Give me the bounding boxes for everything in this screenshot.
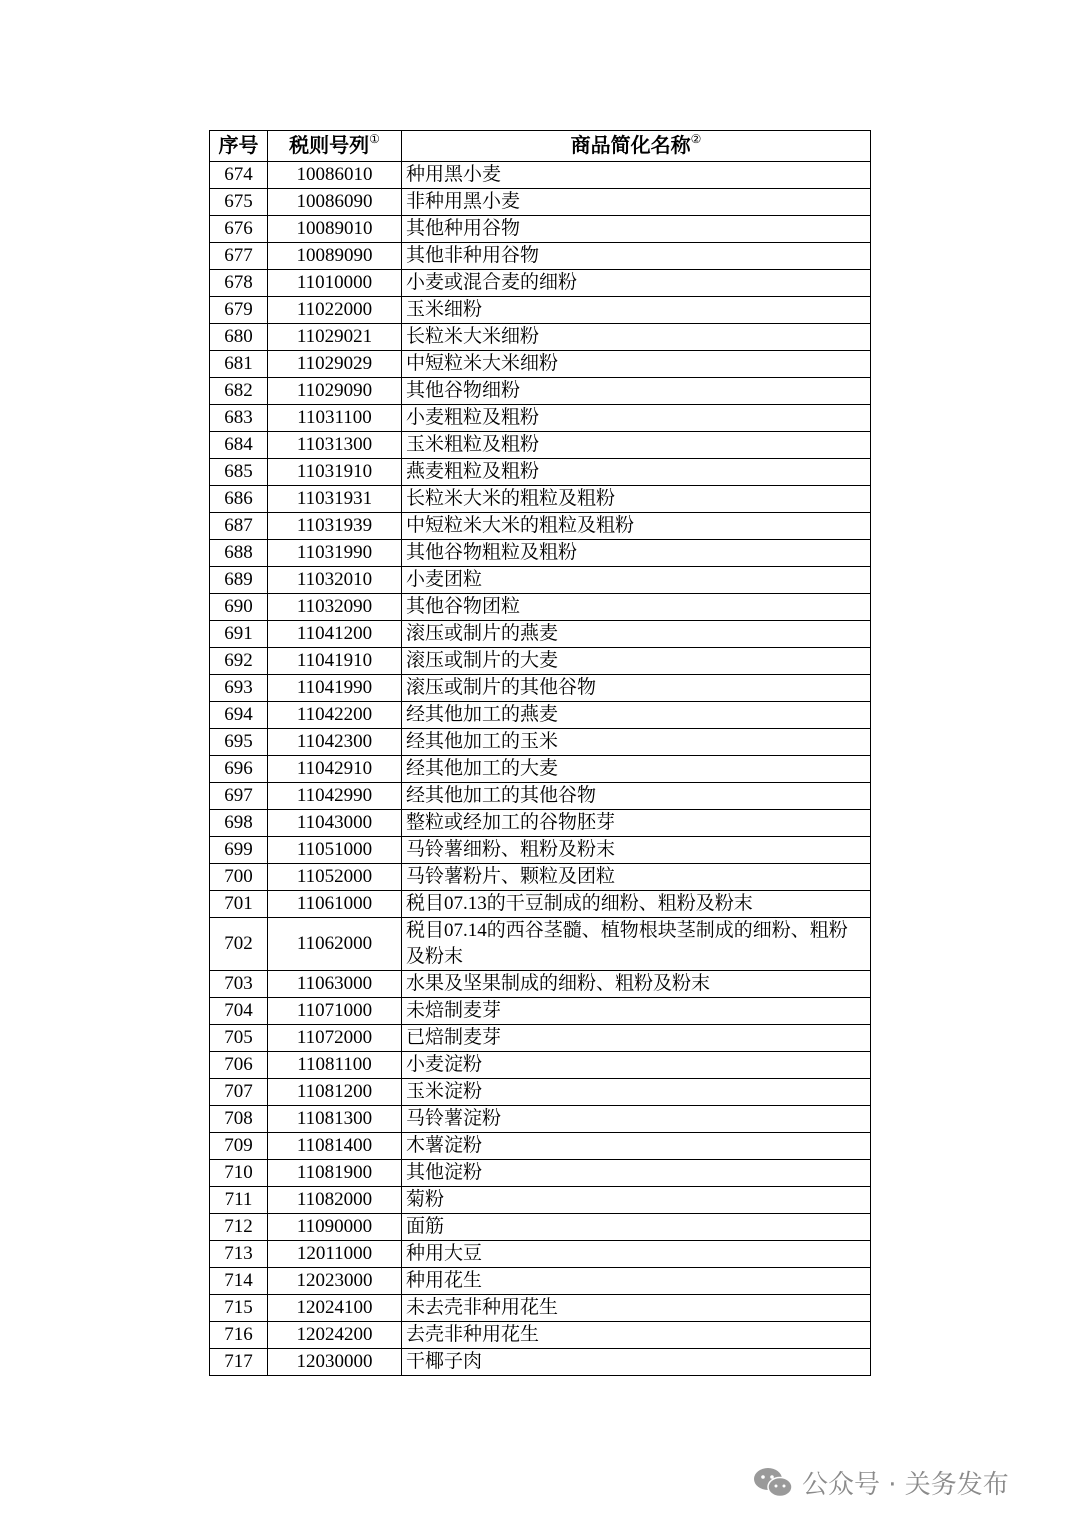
table-row (210, 648, 871, 675)
row-seq-cell: 695 (210, 729, 268, 756)
row-code-cell: 11061000 (268, 891, 402, 918)
row-seq-cell: 680 (210, 324, 268, 351)
row-name-cell: 未焙制麦芽 (402, 998, 871, 1025)
row-seq-cell: 698 (210, 810, 268, 837)
row-seq-cell: 685 (210, 459, 268, 486)
row-seq-cell: 714 (210, 1268, 268, 1295)
table-row (210, 1241, 871, 1268)
row-seq-cell: 691 (210, 621, 268, 648)
row-name-cell: 其他淀粉 (402, 1160, 871, 1187)
row-name-cell: 非种用黑小麦 (402, 189, 871, 216)
table-row (210, 810, 871, 837)
row-code-cell: 11041200 (268, 621, 402, 648)
row-code-cell: 10086010 (268, 162, 402, 189)
header-code-footnote: ① (369, 132, 380, 146)
row-name-cell: 中短粒米大米细粉 (402, 351, 871, 378)
row-seq-cell: 702 (210, 918, 268, 971)
table-row (210, 162, 871, 189)
row-seq-cell: 696 (210, 756, 268, 783)
row-code-cell: 11081300 (268, 1106, 402, 1133)
table-row (210, 1160, 871, 1187)
row-seq-cell: 704 (210, 998, 268, 1025)
table-row (210, 486, 871, 513)
table-row (210, 243, 871, 270)
row-code-cell: 12024200 (268, 1322, 402, 1349)
row-name-cell: 税目07.13的干豆制成的细粉、粗粉及粉末 (402, 891, 871, 918)
row-code-cell: 11031100 (268, 405, 402, 432)
row-seq-cell: 689 (210, 567, 268, 594)
header-code-label: 税则号列 (289, 135, 370, 157)
row-name-cell: 水果及坚果制成的细粉、粗粉及粉末 (402, 971, 871, 998)
table-row (210, 432, 871, 459)
row-seq-cell: 690 (210, 594, 268, 621)
row-name-cell: 玉米细粉 (402, 297, 871, 324)
row-code-cell: 11052000 (268, 864, 402, 891)
row-seq-cell: 678 (210, 270, 268, 297)
row-seq-cell: 711 (210, 1187, 268, 1214)
table-row (210, 891, 871, 918)
row-seq-cell: 687 (210, 513, 268, 540)
table-row (210, 297, 871, 324)
table-row (210, 1052, 871, 1079)
table-row (210, 351, 871, 378)
row-code-cell: 11041910 (268, 648, 402, 675)
row-seq-cell: 682 (210, 378, 268, 405)
row-seq-cell: 713 (210, 1241, 268, 1268)
table-row (210, 540, 871, 567)
table-row (210, 405, 871, 432)
row-code-cell: 12024100 (268, 1295, 402, 1322)
row-name-cell: 其他谷物细粉 (402, 378, 871, 405)
row-seq-cell: 693 (210, 675, 268, 702)
row-name-cell: 面筋 (402, 1214, 871, 1241)
row-seq-cell: 697 (210, 783, 268, 810)
row-name-cell: 种用大豆 (402, 1241, 871, 1268)
header-seq (210, 131, 268, 162)
row-seq-cell: 708 (210, 1106, 268, 1133)
row-code-cell: 11010000 (268, 270, 402, 297)
row-code-cell: 10086090 (268, 189, 402, 216)
row-name-cell: 其他非种用谷物 (402, 243, 871, 270)
row-seq-cell: 676 (210, 216, 268, 243)
table-row (210, 971, 871, 998)
tariff-table (209, 130, 871, 1376)
header-name-footnote: ② (690, 132, 702, 146)
row-seq-cell: 692 (210, 648, 268, 675)
row-seq-cell: 717 (210, 1349, 268, 1376)
watermark (752, 1462, 1009, 1502)
row-code-cell: 11022000 (268, 297, 402, 324)
row-name-cell: 种用花生 (402, 1268, 871, 1295)
row-code-cell: 10089090 (268, 243, 402, 270)
row-name-cell: 去壳非种用花生 (402, 1322, 871, 1349)
table-row (210, 513, 871, 540)
row-name-cell: 未去壳非种用花生 (402, 1295, 871, 1322)
row-name-cell: 小麦或混合麦的细粉 (402, 270, 871, 297)
table-body (210, 162, 871, 1376)
row-name-cell: 滚压或制片的大麦 (402, 648, 871, 675)
row-code-cell: 12023000 (268, 1268, 402, 1295)
row-code-cell: 11090000 (268, 1214, 402, 1241)
row-code-cell: 11081200 (268, 1079, 402, 1106)
row-code-cell: 11031910 (268, 459, 402, 486)
table-row (210, 567, 871, 594)
row-name-cell: 长粒米大米的粗粒及粗粉 (402, 486, 871, 513)
table-row (210, 783, 871, 810)
row-name-cell: 木薯淀粉 (402, 1133, 871, 1160)
table-row (210, 378, 871, 405)
row-name-cell: 种用黑小麦 (402, 162, 871, 189)
table-row (210, 675, 871, 702)
row-code-cell: 11042300 (268, 729, 402, 756)
row-code-cell: 11042910 (268, 756, 402, 783)
row-seq-cell: 677 (210, 243, 268, 270)
row-seq-cell: 684 (210, 432, 268, 459)
row-seq-cell: 716 (210, 1322, 268, 1349)
header-name (402, 131, 871, 162)
table-row (210, 1133, 871, 1160)
row-code-cell: 11071000 (268, 998, 402, 1025)
row-name-cell: 干椰子肉 (402, 1349, 871, 1376)
table-row (210, 621, 871, 648)
table-row (210, 1025, 871, 1052)
table-row (210, 918, 871, 971)
table-row (210, 270, 871, 297)
row-name-cell: 经其他加工的其他谷物 (402, 783, 871, 810)
table-row (210, 189, 871, 216)
table-row (210, 1106, 871, 1133)
row-code-cell: 11029021 (268, 324, 402, 351)
row-code-cell: 11042200 (268, 702, 402, 729)
row-seq-cell: 710 (210, 1160, 268, 1187)
row-code-cell: 11041990 (268, 675, 402, 702)
row-code-cell: 11031990 (268, 540, 402, 567)
row-code-cell: 11063000 (268, 971, 402, 998)
row-name-cell: 小麦粗粒及粗粉 (402, 405, 871, 432)
table-row (210, 837, 871, 864)
row-code-cell: 10089010 (268, 216, 402, 243)
row-code-cell: 11081100 (268, 1052, 402, 1079)
row-seq-cell: 679 (210, 297, 268, 324)
row-name-cell: 小麦淀粉 (402, 1052, 871, 1079)
row-name-cell: 马铃薯细粉、粗粉及粉末 (402, 837, 871, 864)
table-row (210, 756, 871, 783)
table-row (210, 702, 871, 729)
row-seq-cell: 675 (210, 189, 268, 216)
row-seq-cell: 703 (210, 971, 268, 998)
row-name-cell: 玉米粗粒及粗粉 (402, 432, 871, 459)
row-code-cell: 11081900 (268, 1160, 402, 1187)
header-seq-label: 序号 (218, 135, 259, 157)
row-name-cell: 其他谷物粗粒及粗粉 (402, 540, 871, 567)
row-seq-cell: 701 (210, 891, 268, 918)
table-row (210, 216, 871, 243)
row-code-cell: 12030000 (268, 1349, 402, 1376)
table-row (210, 1349, 871, 1376)
wechat-icon (752, 1465, 794, 1499)
row-code-cell: 11029029 (268, 351, 402, 378)
row-seq-cell: 700 (210, 864, 268, 891)
row-name-cell: 其他谷物团粒 (402, 594, 871, 621)
table-row (210, 1322, 871, 1349)
table-row (210, 594, 871, 621)
row-name-cell: 税目07.14的西谷茎髓、植物根块茎制成的细粉、粗粉及粉末 (402, 918, 871, 971)
row-name-cell: 小麦团粒 (402, 567, 871, 594)
row-name-cell: 整粒或经加工的谷物胚芽 (402, 810, 871, 837)
row-name-cell: 经其他加工的玉米 (402, 729, 871, 756)
row-seq-cell: 706 (210, 1052, 268, 1079)
row-name-cell: 滚压或制片的其他谷物 (402, 675, 871, 702)
table-row (210, 324, 871, 351)
row-name-cell: 燕麦粗粒及粗粉 (402, 459, 871, 486)
row-seq-cell: 688 (210, 540, 268, 567)
header-code (268, 131, 402, 162)
row-seq-cell: 705 (210, 1025, 268, 1052)
row-code-cell: 11042990 (268, 783, 402, 810)
row-code-cell: 11032010 (268, 567, 402, 594)
row-code-cell: 11072000 (268, 1025, 402, 1052)
row-name-cell: 马铃薯淀粉 (402, 1106, 871, 1133)
row-name-cell: 其他种用谷物 (402, 216, 871, 243)
row-code-cell: 11031939 (268, 513, 402, 540)
row-seq-cell: 683 (210, 405, 268, 432)
row-code-cell: 11081400 (268, 1133, 402, 1160)
table-row (210, 864, 871, 891)
row-name-cell: 经其他加工的大麦 (402, 756, 871, 783)
row-name-cell: 玉米淀粉 (402, 1079, 871, 1106)
table-row (210, 1187, 871, 1214)
header-name-label: 商品简化名称 (570, 135, 691, 157)
row-code-cell: 12011000 (268, 1241, 402, 1268)
row-code-cell: 11032090 (268, 594, 402, 621)
row-seq-cell: 707 (210, 1079, 268, 1106)
row-name-cell: 经其他加工的燕麦 (402, 702, 871, 729)
row-seq-cell: 712 (210, 1214, 268, 1241)
row-name-cell: 滚压或制片的燕麦 (402, 621, 871, 648)
table-row (210, 998, 871, 1025)
row-seq-cell: 686 (210, 486, 268, 513)
row-code-cell: 11082000 (268, 1187, 402, 1214)
row-code-cell: 11031931 (268, 486, 402, 513)
row-name-cell: 长粒米大米细粉 (402, 324, 871, 351)
table-row (210, 459, 871, 486)
row-seq-cell: 709 (210, 1133, 268, 1160)
watermark-text: 公众号 · 关务发布 (802, 1469, 1009, 1500)
row-name-cell: 已焙制麦芽 (402, 1025, 871, 1052)
row-code-cell: 11043000 (268, 810, 402, 837)
row-name-cell: 马铃薯粉片、颗粒及团粒 (402, 864, 871, 891)
row-name-cell: 中短粒米大米的粗粒及粗粉 (402, 513, 871, 540)
row-code-cell: 11062000 (268, 918, 402, 971)
table-row (210, 729, 871, 756)
row-code-cell: 11051000 (268, 837, 402, 864)
table-row (210, 1295, 871, 1322)
table-row (210, 1214, 871, 1241)
row-seq-cell: 681 (210, 351, 268, 378)
row-name-cell: 菊粉 (402, 1187, 871, 1214)
table-row (210, 1079, 871, 1106)
row-seq-cell: 674 (210, 162, 268, 189)
row-code-cell: 11031300 (268, 432, 402, 459)
table-header-row (210, 131, 871, 162)
table-row (210, 1268, 871, 1295)
row-seq-cell: 715 (210, 1295, 268, 1322)
row-code-cell: 11029090 (268, 378, 402, 405)
row-seq-cell: 694 (210, 702, 268, 729)
row-seq-cell: 699 (210, 837, 268, 864)
